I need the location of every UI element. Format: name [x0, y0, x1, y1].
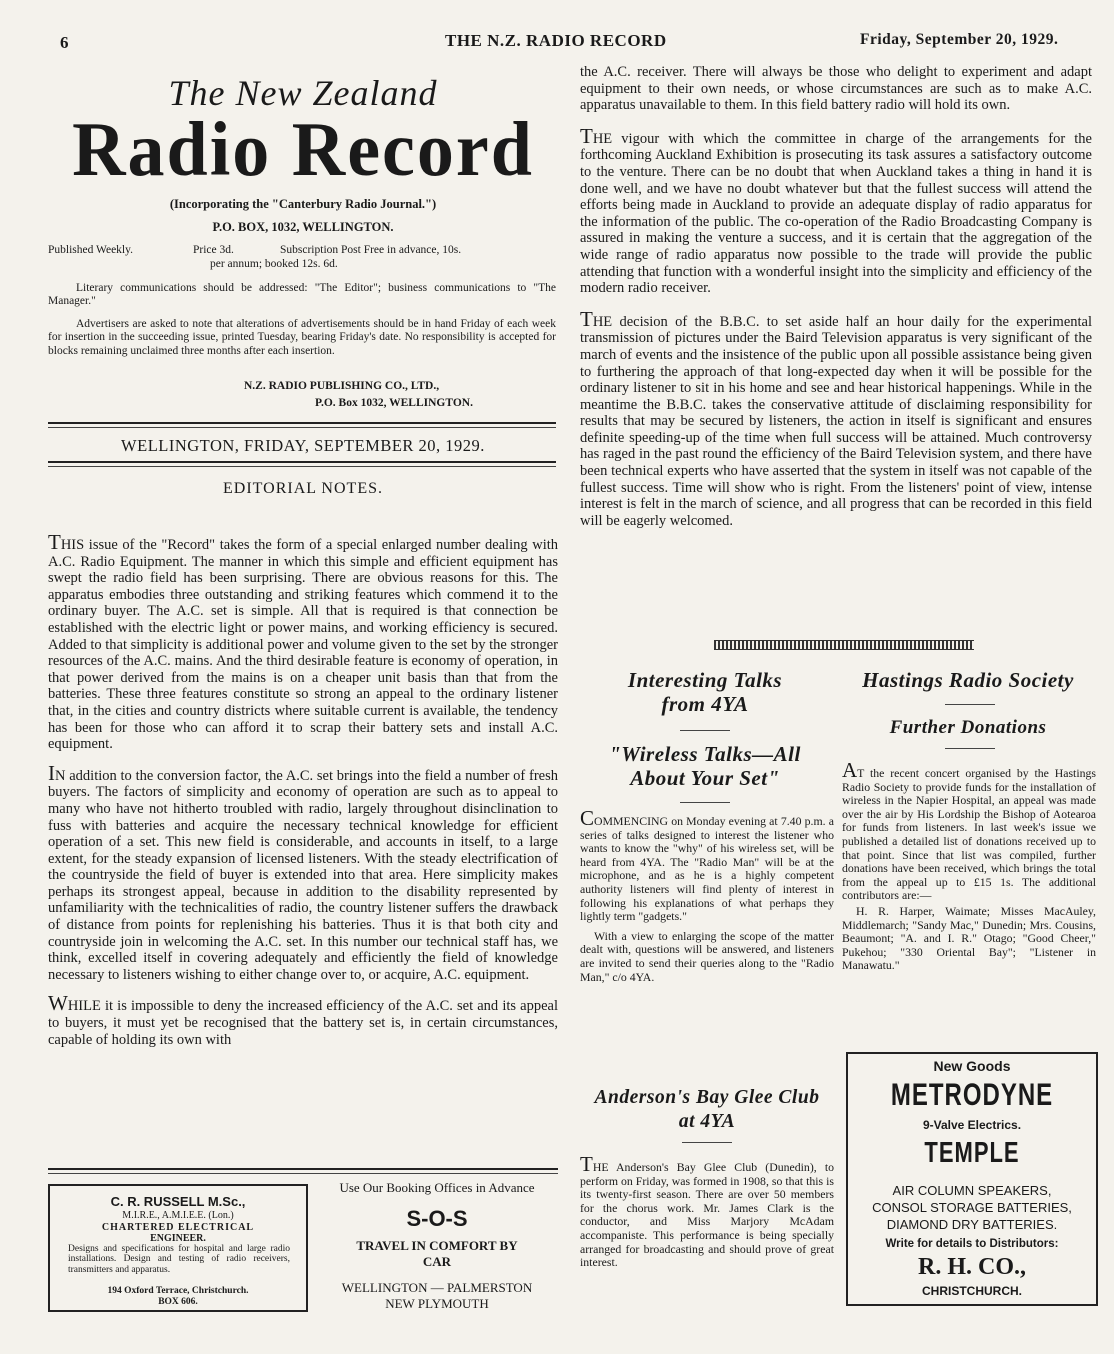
russell-box: BOX 606.	[158, 1297, 198, 1307]
russell-title-1: CHARTERED ELECTRICAL	[101, 1222, 255, 1233]
russell-services: Designs and specifications for hospital and large radio installations. Design and testing of radio receivers, transmitters and apparatus.	[68, 1244, 290, 1275]
editorial-column-right	[580, 64, 1092, 529]
editorial-paragraph-3: WHILE it is impossible to deny the increased efficiency of the A.C. set and its appeal to buyers, it must yet be recognised that the battery set is, in certain circumstances, capable of holding its own with	[48, 991, 558, 1048]
hastings-paragraph-1: AT the recent concert organised by the Hastings Radio Society to provide funds for the installation of wireless in the Napier Hospital, an appeal was made over the air by His Lordship the Bishop of Aotearoa for funds from listeners. In last week's issue we published a detailed list of donations received up to that point. Since that list was compiled, further donations have been received, which brings the total from the appeal up to £15 1s. The additional contributors are:—	[842, 758, 1096, 903]
glee-paragraph: THE Anderson's Bay Glee Club (Dunedin), to perform on Friday, was formed in 1908, so that this is its twenty-first season. There are over 50 members for the chorus work. Mr. James Clark is the conductor, and Miss Marjory McAdam accompaniste. This performance is being specially arranged for broadcasting and should prove of great interest.	[580, 1152, 834, 1270]
editorial-paragraph-2: IN addition to the conversion factor, the A.C. set brings into the field a number of fresh buyers. The factors of simplicity and economy of operation are such as to appeal to many who have not hitherto troubled with radio, largely throughout disinclination to fuss with batteries and acquire the necessary technical knowledge for efficient operation of a set. This new field is considerable, and accounts in itself, to a large extent, for the steady expansion of licensed listeners. With the steady electrification of the countryside the field of buyer is extended into that area. Here simplicity makes perhaps its strongest appeal, because in addition to the disability represented by unfamiliarity with the technicalities of radio, the country listener suffers the drawback of distance from points for replenishing his batteries. Thus it is that both city and countryside join in welcoming the A.C. set. In this number our technical staff has, we think, excelled itself in covering adequately and efficiently the field of knowledge necessary to listeners wishing to either change over to, or acquire, A.C. equipment.	[48, 760, 558, 983]
publisher-name: N.Z. RADIO PUBLISHING CO., LTD.,	[244, 380, 440, 392]
published-weekly: Published Weekly.	[48, 244, 133, 256]
russell-ad	[48, 1184, 308, 1312]
editorial-paragraph-1: THIS issue of the "Record" takes the form of a special enlarged number dealing with A.C. Radio Equipment. The manner in which this simple and efficient equipment has swept the radio field has been surprising. There are obvious reasons for this. The apparatus embodies three outstanding and striking features which commend it to the ordinary buyer. The A.C. set is simple. All that is required is that connection be established with the electric light or power mains, and working efficiency is secured. Added to that simplicity is additional power and volume given to the set by the stronger resources of the A.C. mains. And the third desirable feature is economy of operation, in that power derived from the mains is on a cheaper unit basis than that from the batteries. These three features constitute so strong an appeal to the ordinary listener that, in the cities and country districts where suitable current is available, the tendency has been for those who can afford it to scrap their battery sets and install A.C. equipment.	[48, 530, 558, 753]
route-line-1: WELLINGTON — PALMERSTON	[341, 1280, 533, 1295]
metrodyne-ad	[846, 1052, 1098, 1306]
publication-name: THE N.Z. RADIO RECORD	[445, 31, 667, 50]
ornamental-divider	[714, 640, 974, 650]
talks-title-2: from 4YA	[661, 692, 749, 716]
advertisers-note: Advertisers are asked to note that alterations of advertisements should be in hand Friday of each week for insertion in the succeeding issue, printed Tuesday, bearing Friday's date. No responsibility is accepted for blocks remaining unclaimed three months after each insertion.	[48, 318, 556, 357]
diamond-batteries: DIAMOND DRY BATTERIES.	[886, 1217, 1058, 1232]
hastings-paragraph-2: H. R. Harper, Waimate; Misses MacAuley, Middlemarch; "Sandy Mac," Dunedin; Mrs. Cousins, Beaumont; "A. and I. R." Otago; "Good Cheer," Pukehou; "330 Oriental Bay"; "Listener in Manawatu."	[842, 903, 1096, 973]
booking-offices: Use Our Booking Offices in Advance	[339, 1180, 535, 1195]
nine-valve: 9-Valve Electrics.	[922, 1118, 1022, 1132]
sos-ad	[312, 1180, 562, 1320]
editorial-paragraph-6: THE decision of the B.B.C. to set aside half an hour daily for the experimental transmission of pictures under the Baird Television apparatus is very significant of the march of events and the insistence of the public upon all possible assistance being given to furthering the approach of that long-expected day when it will be possible for the ordinary listener to sit in his home and see and hear historical happenings. While in the meantime the B.B.C. takes the conservative attitude of disclaiming responsibility for results that may be secured by listeners, the action in itself is significant and ensures definite speeding-up of the time when full success will be attained. Much controversy has raged in the past round the efficiency of the Baird Television system, and there have been technical experts who have asserted that the system in itself was not capable of the fullest success. Time will show who is right. From the listeners' point of view, intense interest is felt in the march of science, and all progress that can be recorded in this field will be eagerly welcomed.	[580, 306, 1092, 529]
travel-line: TRAVEL IN COMFORT BY	[356, 1238, 518, 1253]
literary-note: Literary communications should be addressed: "The Editor"; business communications to "The Manager."	[48, 282, 556, 308]
talks-paragraph-2: With a view to enlarging the scope of the matter dealt with, questions will be answered, and listeners are invited to send their queries along to the "Radio Man," c/o 4YA.	[580, 928, 834, 984]
russell-title-2: ENGINEER.	[150, 1233, 206, 1244]
incorporating-note: (Incorporating the "Canterbury Radio Journal.")	[169, 197, 437, 211]
russell-address: 194 Oxford Terrace, Christchurch.	[107, 1286, 249, 1296]
rh-co: R. H. CO.,	[918, 1254, 1026, 1280]
route-line-2: NEW PLYMOUTH	[385, 1296, 489, 1311]
issue-date: Friday, September 20, 1929.	[860, 31, 1059, 48]
masthead-line1: The New Zealand	[168, 73, 438, 113]
masthead-title: Radio Record	[72, 106, 534, 194]
price: Price 3d.	[193, 244, 234, 256]
russell-quals: M.I.R.E., A.M.I.E.E. (Lon.)	[122, 1210, 234, 1221]
glee-title-2: at 4YA	[678, 1111, 736, 1132]
metrodyne-brand: METRODYNE	[890, 1077, 1054, 1113]
editorial-paragraph-4: the A.C. receiver. There will always be those who delight to experiment and adapt equipment to their own needs, or whose circumstances are such as to make A.C. apparatus unavailable to them. In this field battery radio will hold its own.	[580, 64, 1092, 114]
sos-title: S-O-S	[406, 1206, 468, 1231]
russell-name: C. R. RUSSELL M.Sc.,	[110, 1194, 246, 1209]
hastings-title: Hastings Radio Society	[862, 668, 1074, 692]
car-line: CAR	[422, 1254, 452, 1269]
talks-title-1: Interesting Talks	[627, 668, 783, 692]
talks-subtitle-2: About Your Set"	[630, 766, 780, 790]
editorial-paragraph-5: THE vigour with which the committee in charge of the arrangements for the forthcoming Auckland Exhibition is prosecuting its task assures a satisfactory outcome to the venture. There can be no doubt that when Auckland takes a thing in hand it is done well, and we have no doubt whatever but that the fullest success will attend the efforts being made in Auckland to provide an adequate display of radio apparatus for the information of the public. The co-operation of the Radio Broadcasting Company is assured in making the venture a success, and it is certain that the aggregation of the wide range of radio apparatus now possible to the trade will provide the public attending that function with a wonderful insight into the simplicity and efficiency of the modern radio receiver.	[580, 123, 1092, 297]
temple-brand: TEMPLE	[924, 1136, 1020, 1169]
talks-subtitle-1: "Wireless Talks—All	[609, 742, 801, 766]
editorial-column-left	[48, 530, 558, 1048]
glee-body	[580, 1152, 834, 1270]
air-column-speakers: AIR COLUMN SPEAKERS,	[892, 1183, 1052, 1198]
talks-body	[580, 806, 834, 984]
masthead-address: P.O. BOX, 1032, WELLINGTON.	[212, 220, 394, 234]
write-for-details: Write for details to Distributors:	[885, 1238, 1059, 1250]
hastings-subtitle: Further Donations	[889, 717, 1047, 738]
christchurch: CHRISTCHURCH.	[922, 1284, 1022, 1298]
page-number: 6	[60, 33, 69, 52]
subscription: Subscription Post Free in advance, 10s.	[280, 244, 462, 256]
talks-paragraph-1: COMMENCING on Monday evening at 7.40 p.m. a series of talks designed to interest the listener who wants to know the "why" of his wireless set, will be heard from 4YA. The "Radio Man" will be at the microphone, and as he is a highly competent authority listeners will find plenty of interest in following his explanations of what perhaps they lightly term "gadgets."	[580, 806, 834, 924]
hastings-body	[842, 758, 1096, 973]
subscription-cont: per annum; booked 12s. 6d.	[210, 258, 338, 270]
new-goods: New Goods	[933, 1058, 1011, 1074]
glee-title-1: Anderson's Bay Glee Club	[594, 1087, 820, 1108]
dateline: WELLINGTON, FRIDAY, SEPTEMBER 20, 1929.	[121, 436, 485, 455]
consol-batteries: CONSOL STORAGE BATTERIES,	[872, 1200, 1072, 1215]
publisher-address: P.O. Box 1032, WELLINGTON.	[315, 397, 473, 409]
editorial-heading: EDITORIAL NOTES.	[223, 480, 383, 497]
